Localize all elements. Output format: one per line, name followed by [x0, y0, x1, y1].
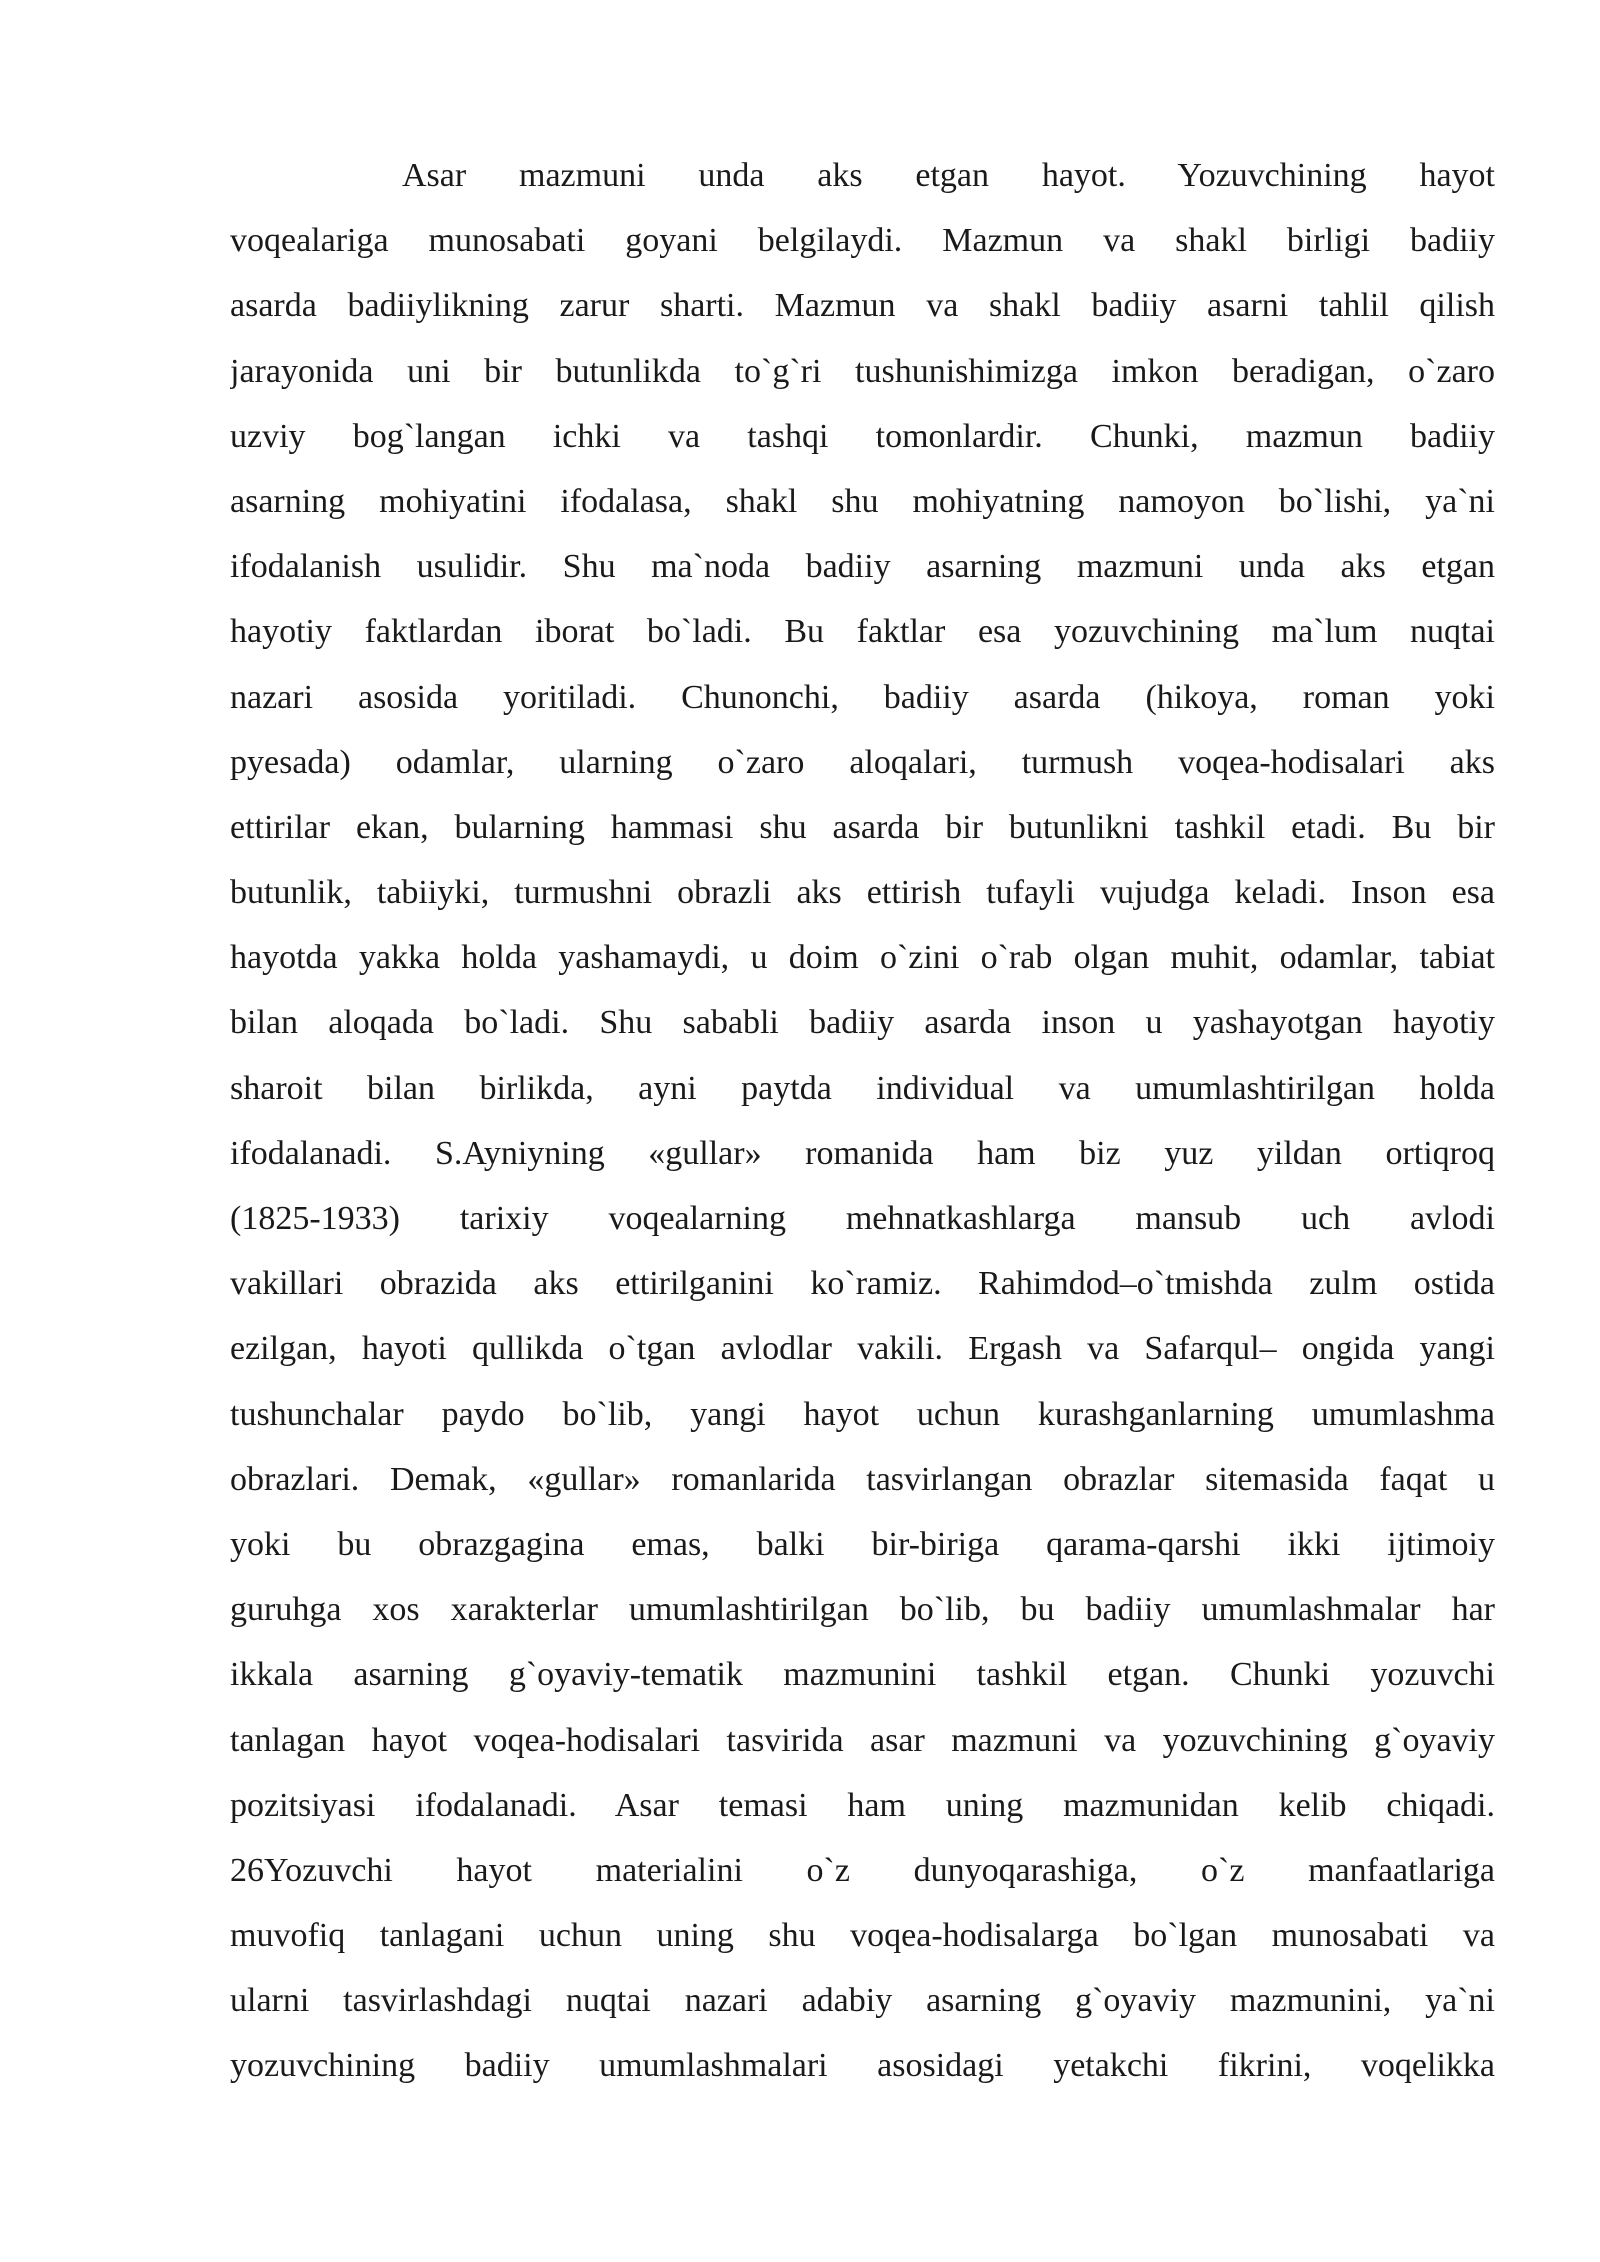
text-line: hayotiy faktlardan iborat bo`ladi. Bu faktlar esa yozuvchining ma`lum nuqtai — [230, 613, 1495, 651]
text-line: jarayonida uni bir butunlikda to`g`ri tushunishimizga imkon beradigan, o`zaro — [230, 352, 1495, 390]
text-line: vakillari obrazida aks ettirilganini ko`ramiz. Rahimdod–o`tmishda zulm ostida — [230, 1265, 1495, 1303]
text-line: tushunchalar paydo bo`lib, yangi hayot uchun kurashganlarning umumlashma — [230, 1395, 1495, 1433]
text-line: muvofiq tanlagani uchun uning shu voqea-hodisalarga bo`lgan munosabati va — [230, 1917, 1495, 1955]
text-line: obrazlari. Demak, «gullar» romanlarida tasvirlangan obrazlar sitemasida faqat u — [230, 1460, 1495, 1498]
text-line: ikkala asarning g`oyaviy-tematik mazmunini tashkil etgan. Chunki yozuvchi — [230, 1656, 1495, 1694]
text-line: butunlik, tabiiyki, turmushni obrazli aks ettirish tufayli vujudga keladi. Inson esa — [230, 874, 1495, 912]
text-line: asarning mohiyatini ifodalasa, shakl shu mohiyatning namoyon bo`lishi, ya`ni — [230, 482, 1495, 520]
text-line: pozitsiyasi ifodalanadi. Asar temasi ham uning mazmunidan kelib chiqadi. — [230, 1786, 1495, 1824]
text-line: bilan aloqada bo`ladi. Shu sababli badiiy asarda inson u yashayotgan hayotiy — [230, 1004, 1495, 1042]
text-line: nazari asosida yoritiladi. Chunonchi, badiiy asarda (hikoya, roman yoki — [230, 678, 1495, 716]
text-line: pyesada) odamlar, ularning o`zaro aloqalari, turmush voqea-hodisalari aks — [230, 743, 1495, 781]
text-line: uzviy bog`langan ichki va tashqi tomonlardir. Chunki, mazmun badiiy — [230, 417, 1495, 455]
text-line: (1825-1933) tarixiy voqealarning mehnatkashlarga mansub uch avlodi — [230, 1200, 1495, 1237]
text-line: ettirilar ekan, bularning hammasi shu asarda bir butunlikni tashkil etadi. Bu bir — [230, 808, 1495, 846]
body-text — [230, 146, 1495, 2102]
text-line: sharoit bilan birlikda, ayni paytda individual va umumlashtirilgan holda — [230, 1069, 1495, 1107]
text-line: asarda badiiylikning zarur sharti. Mazmun va shakl badiiy asarni tahlil qilish — [230, 287, 1495, 325]
text-line: ezilgan, hayoti qullikda o`tgan avlodlar vakili. Ergash va Safarqul– ongida yangi — [230, 1330, 1495, 1368]
text-line: 26Yozuvchi hayot materialini o`z dunyoqarashiga, o`z manfaatlariga — [230, 1851, 1495, 1889]
text-line: Asar mazmuni unda aks etgan hayot. Yozuvchining hayot — [402, 157, 1495, 194]
text-line: tanlagan hayot voqea-hodisalari tasvirida asar mazmuni va yozuvchining g`oyaviy — [230, 1721, 1495, 1759]
text-line: ularni tasvirlashdagi nuqtai nazari adabiy asarning g`oyaviy mazmunini, ya`ni — [230, 1982, 1495, 2020]
text-line: hayotda yakka holda yashamaydi, u doim o`zini o`rab olgan muhit, odamlar, tabiat — [230, 939, 1495, 977]
text-line: yoki bu obrazgagina emas, balki bir-biriga qarama-qarshi ikki ijtimoiy — [230, 1525, 1495, 1563]
text-line: yozuvchining badiiy umumlashmalari asosidagi yetakchi fikrini, voqelikka — [230, 2047, 1495, 2085]
text-line: ifodalanadi. S.Ayniyning «gullar» romanida ham biz yuz yildan ortiqroq — [230, 1134, 1495, 1172]
text-line: guruhga xos xarakterlar umumlashtirilgan bo`lib, bu badiiy umumlashmalar har — [230, 1591, 1495, 1629]
text-line: ifodalanish usulidir. Shu ma`noda badiiy asarning mazmuni unda aks etgan — [230, 548, 1495, 586]
text-line: voqealariga munosabati goyani belgilaydi. Mazmun va shakl birligi badiiy — [230, 222, 1495, 260]
